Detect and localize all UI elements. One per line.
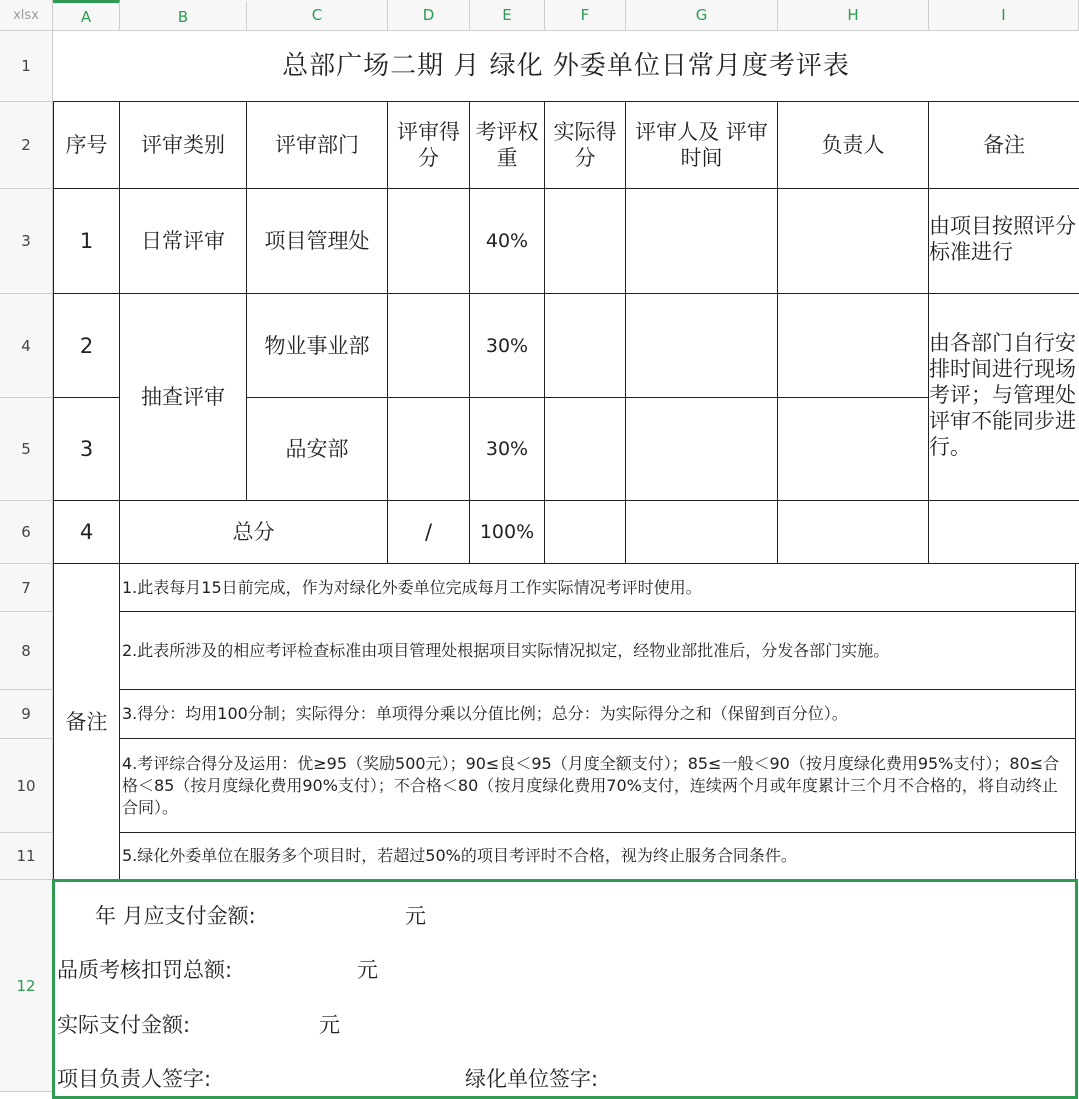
r5-owner[interactable] bbox=[778, 398, 929, 501]
col-header-f[interactable]: F bbox=[545, 0, 626, 31]
note-1[interactable]: 1.此表每月15日前完成，作为对绿化外委单位完成每月工作实际情况考评时使用。 bbox=[120, 564, 1076, 612]
col-header-g[interactable]: G bbox=[626, 0, 778, 31]
r5-reviewer[interactable] bbox=[626, 398, 778, 501]
note-4[interactable]: 4.考评综合得分及运用：优≥95（奖励500元）；90≤良＜95（月度全额支付）；85≤一般＜90（按月度绿化费用95%支付）；80≤合格＜85（按月度绿化费用90%支付）；不合格＜80（按月度绿化费用70%支付，连续两个月或年度累计三个月不合格的，将自动终止合同）。 bbox=[120, 739, 1076, 833]
row-header-5[interactable]: 5 bbox=[0, 398, 53, 501]
payment-cell-selected[interactable] bbox=[52, 879, 1078, 1099]
row-header-12[interactable]: 12 bbox=[0, 880, 53, 1092]
note-5[interactable]: 5.绿化外委单位在服务多个项目时，若超过50%的项目考评时不合格，视为终止服务合同条件。 bbox=[120, 833, 1076, 880]
header-remark[interactable]: 备注 bbox=[929, 102, 1079, 189]
header-department[interactable]: 评审部门 bbox=[247, 102, 388, 189]
spot-check-remark[interactable]: 由各部门自行安排时间进行现场考评；与管理处评审不能同步进行。 bbox=[929, 294, 1079, 501]
header-reviewer[interactable]: 评审人及 评审时间 bbox=[626, 102, 778, 189]
total-score[interactable]: / bbox=[388, 501, 470, 564]
header-actual[interactable]: 实际得分 bbox=[545, 102, 626, 189]
r5-score[interactable] bbox=[388, 398, 470, 501]
total-label[interactable]: 总分 bbox=[120, 501, 388, 564]
header-seq[interactable]: 序号 bbox=[53, 102, 120, 189]
r4-weight[interactable]: 30% bbox=[470, 294, 545, 398]
total-owner[interactable] bbox=[778, 501, 929, 564]
row-header-6[interactable]: 6 bbox=[0, 501, 53, 564]
r4-reviewer[interactable] bbox=[626, 294, 778, 398]
sheet-title[interactable]: 总部广场二期 月 绿化 外委单位日常月度考评表 bbox=[53, 31, 1079, 102]
col-header-b[interactable]: B bbox=[120, 0, 247, 31]
r3-seq[interactable]: 1 bbox=[53, 189, 120, 294]
manager-signature-label: 项目负责人签字: bbox=[57, 1067, 212, 1091]
r5-weight[interactable]: 30% bbox=[470, 398, 545, 501]
vendor-signature-label: 绿化单位签字: bbox=[465, 1067, 599, 1091]
row-header-9[interactable]: 9 bbox=[0, 690, 53, 739]
r3-owner[interactable] bbox=[778, 189, 929, 294]
row-header-1[interactable]: 1 bbox=[0, 31, 53, 102]
r3-score[interactable] bbox=[388, 189, 470, 294]
r4-department[interactable]: 物业事业部 bbox=[247, 294, 388, 398]
r3-remark[interactable]: 由项目按照评分标准进行 bbox=[929, 189, 1079, 294]
r5-seq[interactable]: 3 bbox=[53, 398, 120, 501]
total-reviewer[interactable] bbox=[626, 501, 778, 564]
col-header-a[interactable]: A bbox=[53, 0, 120, 31]
r3-category[interactable]: 日常评审 bbox=[120, 189, 247, 294]
header-category[interactable]: 评审类别 bbox=[120, 102, 247, 189]
total-weight[interactable]: 100% bbox=[470, 501, 545, 564]
header-weight[interactable]: 考评权重 bbox=[470, 102, 545, 189]
penalty-total-label: 品质考核扣罚总额: bbox=[57, 958, 233, 982]
r3-actual[interactable] bbox=[545, 189, 626, 294]
r3-department[interactable]: 项目管理处 bbox=[247, 189, 388, 294]
penalty-total-unit: 元 bbox=[357, 958, 378, 982]
actual-payment-label: 实际支付金额: bbox=[57, 1013, 191, 1037]
col-header-d[interactable]: D bbox=[388, 0, 470, 31]
note-2[interactable]: 2.此表所涉及的相应考评检查标准由项目管理处根据项目实际情况拟定，经物业部批准后，分发各部门实施。 bbox=[120, 612, 1076, 690]
total-remark[interactable] bbox=[929, 501, 1079, 564]
monthly-amount-label: 年 月应支付金额: bbox=[95, 904, 256, 928]
notes-label[interactable]: 备注 bbox=[53, 564, 120, 880]
corner-label[interactable]: xlsx bbox=[0, 0, 53, 31]
r5-department[interactable]: 品安部 bbox=[247, 398, 388, 501]
spot-check-category[interactable]: 抽查评审 bbox=[120, 294, 247, 501]
r4-owner[interactable] bbox=[778, 294, 929, 398]
row-header-3[interactable]: 3 bbox=[0, 189, 53, 294]
row-header-10[interactable]: 10 bbox=[0, 739, 53, 833]
row-header-8[interactable]: 8 bbox=[0, 612, 53, 690]
note-3[interactable]: 3.得分：均用100分制；实际得分：单项得分乘以分值比例；总分：为实际得分之和（保留到百分位）。 bbox=[120, 690, 1076, 739]
monthly-amount-unit: 元 bbox=[405, 904, 426, 928]
row-header-11[interactable]: 11 bbox=[0, 833, 53, 880]
r3-weight[interactable]: 40% bbox=[470, 189, 545, 294]
row-header-7[interactable]: 7 bbox=[0, 564, 53, 612]
col-header-e[interactable]: E bbox=[470, 0, 545, 31]
r3-reviewer[interactable] bbox=[626, 189, 778, 294]
row-header-2[interactable]: 2 bbox=[0, 102, 53, 189]
row-header-4[interactable]: 4 bbox=[0, 294, 53, 398]
header-owner[interactable]: 负责人 bbox=[778, 102, 929, 189]
r6-seq[interactable]: 4 bbox=[53, 501, 120, 564]
total-actual[interactable] bbox=[545, 501, 626, 564]
r4-actual[interactable] bbox=[545, 294, 626, 398]
actual-payment-unit: 元 bbox=[319, 1013, 340, 1037]
r4-seq[interactable]: 2 bbox=[53, 294, 120, 398]
col-header-c[interactable]: C bbox=[247, 0, 388, 31]
col-header-i[interactable]: I bbox=[929, 0, 1079, 31]
r5-actual[interactable] bbox=[545, 398, 626, 501]
header-score[interactable]: 评审得分 bbox=[388, 102, 470, 189]
col-header-h[interactable]: H bbox=[778, 0, 929, 31]
r4-score[interactable] bbox=[388, 294, 470, 398]
